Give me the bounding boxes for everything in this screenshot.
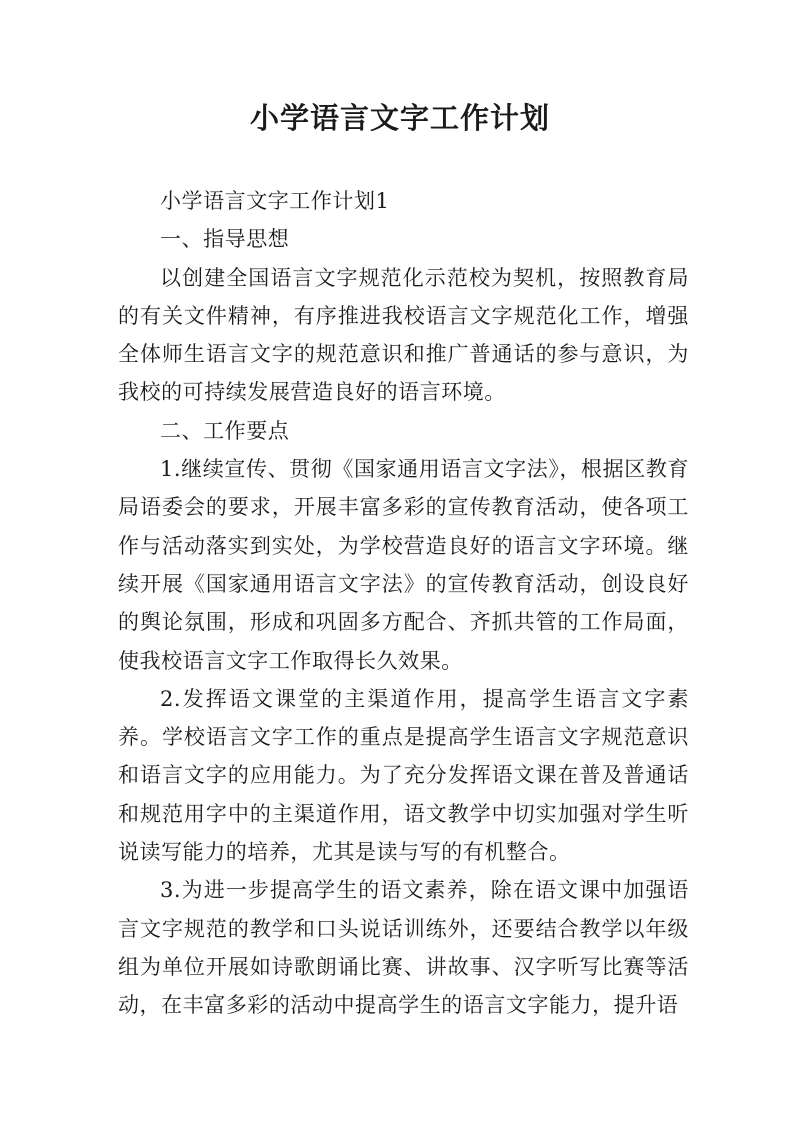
paragraph-guiding-ideology: 以创建全国语言文字规范化示范校为契机，按照教育局的有关文件精神，有序推进我校语言文字规范化工作，增强全体师生语言文字的规范意识和推广普通话的参与意识，为我校的可持续发展营造良好的语言环境。 [118,265,689,405]
paragraph-point-3: 3.为进一步提高学生的语文素养，除在语文课中加强语言文字规范的教学和口头说话训练外，还要结合教学以年级组为单位开展如诗歌朗诵比赛、讲故事、汉字听写比赛等活动，在丰富多彩的活动中提高学生的语言文字能力，提升语 [118,878,689,1018]
paragraph-point-2: 2.发挥语文课堂的主渠道作用，提高学生语言文字素养。学校语言文字工作的重点是提高学生语言文字规范意识和语言文字的应用能力。为了充分发挥语文课在普及普通话和规范用字中的主渠道作用，语文教学中切实加强对学生听说读写能力的培养，尤其是读与写的有机整合。 [118,686,689,865]
document-subtitle: 小学语言文字工作计划1 [160,189,390,213]
paragraph-point-1: 1.继续宣传、贯彻《国家通用语言文字法》，根据区教育局语委会的要求，开展丰富多彩的宣传教育活动，使各项工作与活动落实到实处，为学校营造良好的语言文字环境。继续开展《国家通用语言文字法》的宣传教育活动，创设良好的舆论氛围，形成和巩固多方配合、齐抓共管的工作局面，使我校语言文字工作取得长久效果。 [118,457,689,673]
document-body [118,182,689,1025]
section-heading-guiding-ideology: 一、指导思想 [160,227,290,252]
document-title: 小学语言文字工作计划 [249,101,550,135]
section-heading-work-points: 二、工作要点 [160,418,290,443]
